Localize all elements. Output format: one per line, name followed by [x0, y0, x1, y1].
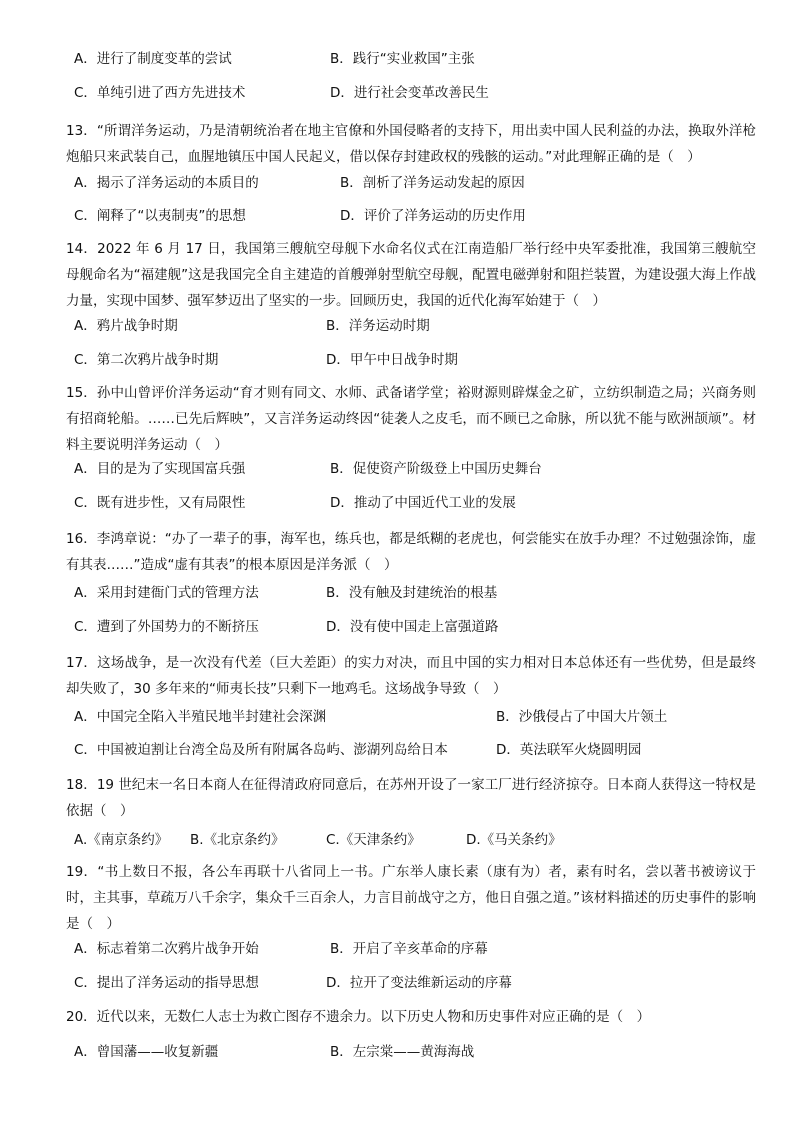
q14-stem-block	[66, 236, 756, 314]
q15-option-c: C．既有进步性，又有局限性	[74, 495, 246, 511]
q18-option-d: D.《马关条约》	[466, 832, 562, 848]
q20-stem-block	[66, 1004, 756, 1030]
q17-stem-block	[66, 650, 756, 702]
q12-option-a: A．进行了制度变革的尝试	[74, 51, 232, 67]
q12-option-d: D．进行社会变革改善民生	[330, 85, 489, 101]
q13-options-row-1	[0, 172, 794, 194]
q19-stem-block	[66, 859, 756, 937]
q17-option-b: B．沙俄侵占了中国大片领土	[496, 709, 668, 725]
q16-stem-block	[66, 526, 756, 578]
q14-options-row-1	[0, 315, 794, 337]
q16-options-row-1	[0, 582, 794, 604]
q16-option-b: B．没有触及封建统治的根基	[326, 585, 498, 601]
q17-option-a: A．中国完全陷入半殖民地半封建社会深渊	[74, 709, 327, 725]
q17-option-c: C．中国被迫割让台湾全岛及所有附属各岛屿、澎湖列岛给日本	[74, 742, 448, 758]
q20-stem: 20．近代以来，无数仁人志士为救亡图存不遗余力。以下历史人物和历史事件对应正确的是（ ）	[66, 1009, 651, 1025]
q15-option-b: B．促使资产阶级登上中国历史舞台	[330, 461, 542, 477]
q19-stem: 19．“书上数日不报，各公车再联十八省同上一书。广东举人康长素（康有为）者，素有时名，尝以著书被谤议于时，主其事，草疏万八千余字，集众千三百余人，力言目前战守之方，他日自强之道。”该材料描述的历史事件的影响是（ ）	[66, 864, 756, 932]
q19-option-c: C．提出了洋务运动的指导思想	[74, 975, 259, 991]
q16-option-c: C．遭到了外国势力的不断挤压	[74, 619, 259, 635]
q12-option-b: B．践行“实业救国”主张	[330, 51, 475, 67]
q16-option-a: A．采用封建衙门式的管理方法	[74, 585, 259, 601]
q13-option-c: C．阐释了“以夷制夷”的思想	[74, 208, 246, 224]
q16-options-row-2	[0, 616, 794, 638]
q18-option-b: B.《北京条约》	[190, 832, 285, 848]
q16-option-d: D．没有使中国走上富强道路	[326, 619, 499, 635]
q18-stem-block	[66, 772, 756, 824]
q17-stem: 17．这场战争，是一次没有代差（巨大差距）的实力对决，而且中国的实力相对日本总体还有一些优势，但是最终却失败了，30 多年来的“师夷长技”只剩下一地鸡毛。这场战争导致（ ）	[66, 655, 756, 697]
q13-options-row-2	[0, 205, 794, 227]
q13-option-b: B．剖析了洋务运动发起的原因	[340, 175, 525, 191]
q15-stem-block	[66, 380, 756, 458]
q15-stem: 15．孙中山曾评价洋务运动“育才则有同文、水师、武备诸学堂；裕财源则辟煤金之矿，立纺织制造之局；兴商务则有招商轮船。……已先后辉映”，又言洋务运动终因“徒袭人之皮毛，而不顾已之命脉，所以犹不能与欧洲颉颃”。材料主要说明洋务运动（ ）	[66, 385, 756, 453]
q13-option-d: D．评价了洋务运动的历史作用	[340, 208, 526, 224]
q18-options-row	[0, 829, 794, 851]
q20-option-b: B．左宗棠——黄海海战	[330, 1044, 475, 1060]
q15-options-row-1	[0, 458, 794, 480]
q14-option-b: B．洋务运动时期	[326, 318, 430, 334]
q19-options-row-1	[0, 938, 794, 960]
q15-options-row-2	[0, 492, 794, 514]
q17-option-d: D．英法联军火烧圆明园	[496, 742, 642, 758]
q14-options-row-2	[0, 349, 794, 371]
q14-option-a: A．鸦片战争时期	[74, 318, 178, 334]
q14-option-c: C．第二次鸦片战争时期	[74, 352, 219, 368]
q19-options-row-2	[0, 972, 794, 994]
q18-stem: 18．19 世纪末一名日本商人在征得清政府同意后，在苏州开设了一家工厂进行经济掠夺。日本商人获得这一特权是依据（ ）	[66, 777, 756, 819]
q20-option-a: A．曾国藩——收复新疆	[74, 1044, 219, 1060]
q12-options-row-1	[0, 48, 794, 70]
q14-stem: 14．2022 年 6 月 17 日，我国第三艘航空母舰下水命名仪式在江南造船厂举行经中央军委批准，我国第三艘航空母舰命名为“福建舰”这是我国完全自主建造的首艘弹射型航空母舰，配置电磁弹射和阻拦装置，为建设强大海上作战力量，实现中国梦、强军梦迈出了坚实的一步。回顾历史，我国的近代化海军始建于（ ）	[66, 241, 756, 309]
q14-option-d: D．甲午中日战争时期	[326, 352, 458, 368]
q12-option-c: C．单纯引进了西方先进技术	[74, 85, 246, 101]
q19-option-d: D．拉开了变法维新运动的序幕	[326, 975, 512, 991]
q13-stem: 13．“所谓洋务运动，乃是清朝统治者在地主官僚和外国侵略者的支持下，用出卖中国人民利益的办法，换取外洋枪炮船只来武装自己，血腥地镇压中国人民起义，借以保存封建政权的残骸的运动。”对此理解正确的是（ ）	[66, 123, 756, 165]
q19-option-a: A．标志着第二次鸦片战争开始	[74, 941, 259, 957]
q20-options-row-1	[0, 1041, 794, 1063]
q16-stem: 16．李鸿章说：“办了一辈子的事，海军也，练兵也，都是纸糊的老虎也，何尝能实在放手办理？不过勉强涂饰，虚有其表……”造成“虚有其表”的根本原因是洋务派（ ）	[66, 531, 756, 573]
q15-option-d: D．推动了中国近代工业的发展	[330, 495, 516, 511]
q19-option-b: B．开启了辛亥革命的序幕	[330, 941, 488, 957]
q17-options-row-2	[0, 739, 794, 761]
q17-options-row-1	[0, 706, 794, 728]
q13-option-a: A．揭示了洋务运动的本质目的	[74, 175, 259, 191]
q15-option-a: A．目的是为了实现国富兵强	[74, 461, 246, 477]
q18-option-a: A.《南京条约》	[74, 832, 169, 848]
q18-option-c: C.《天津条约》	[326, 832, 421, 848]
q13-stem-block	[66, 118, 756, 170]
q12-options-row-2	[0, 82, 794, 104]
